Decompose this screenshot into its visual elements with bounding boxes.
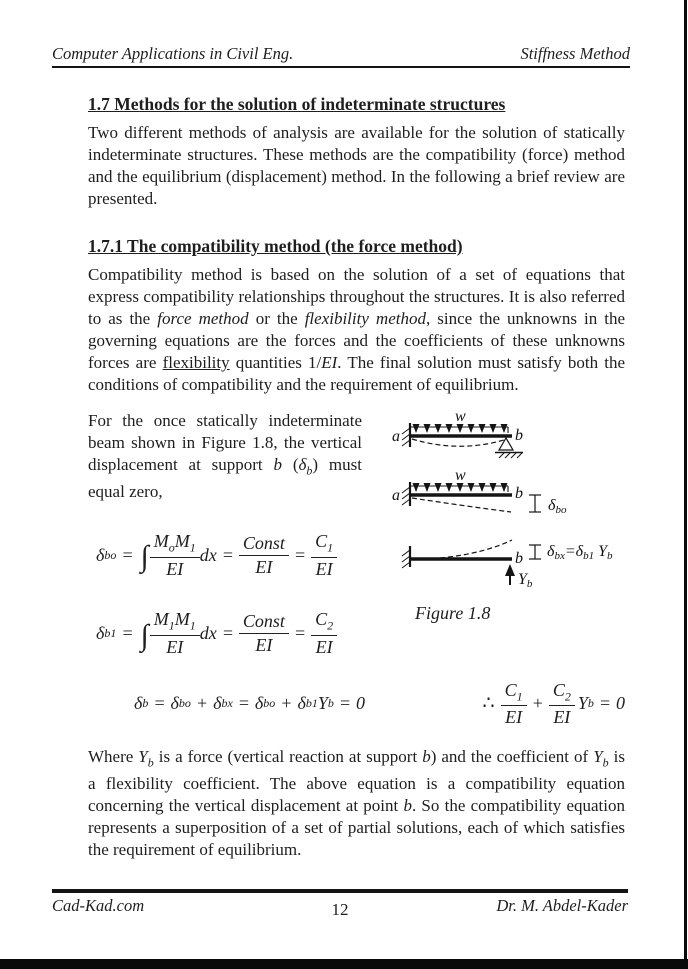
footer-site: Cad-Kad.com bbox=[52, 896, 145, 915]
Yb-ref: Y bbox=[138, 746, 148, 766]
equals-sign: = bbox=[293, 544, 307, 565]
term-force-method: force method bbox=[157, 309, 249, 328]
figure-and-note-row bbox=[88, 406, 625, 658]
fraction-denominator: EI bbox=[255, 556, 273, 577]
delta-symbol: δ bbox=[547, 543, 555, 560]
eq-symbol: Y bbox=[577, 693, 588, 714]
footer-rule bbox=[52, 889, 628, 893]
Y-symbol: Y bbox=[598, 543, 607, 560]
eq-symbol: C bbox=[315, 531, 328, 552]
plus-sign: + bbox=[531, 693, 544, 714]
fraction-numerator bbox=[311, 609, 337, 635]
fraction-numerator: Const bbox=[239, 611, 289, 634]
equals-sign: = bbox=[121, 623, 134, 643]
fraction-const-EI bbox=[239, 611, 289, 655]
beam-fixed-roller bbox=[392, 408, 523, 458]
eq-subscript: o bbox=[168, 540, 175, 555]
equation-result bbox=[483, 680, 625, 728]
delta-subscript: bo bbox=[555, 504, 567, 516]
page-footer bbox=[52, 889, 628, 920]
Y-subscript: b bbox=[526, 578, 533, 590]
eq-subscript: b bbox=[327, 696, 334, 711]
fraction-denominator: EI bbox=[166, 636, 184, 657]
equals-sign: = bbox=[598, 693, 611, 714]
equation-delta-bo bbox=[96, 531, 362, 579]
integral-sign: ∫ bbox=[140, 618, 149, 652]
distributed-load-arrows bbox=[416, 487, 504, 491]
delta-b-subscript: b bbox=[306, 463, 313, 478]
fraction-C2-EI bbox=[311, 609, 337, 657]
delta-symbol: δ bbox=[575, 543, 584, 560]
point-b-ref: b bbox=[403, 796, 412, 816]
equals-sign: = bbox=[153, 693, 166, 714]
eq-symbol: δ bbox=[213, 693, 222, 714]
fraction-denominator: EI bbox=[315, 558, 333, 579]
text-run: quantities 1/ bbox=[229, 353, 322, 372]
delta-b-symbol: δ bbox=[298, 455, 307, 474]
fraction-numerator bbox=[501, 680, 527, 706]
compatibility-equation-row bbox=[88, 680, 625, 728]
plus-sign: + bbox=[195, 693, 209, 714]
fraction-denominator: EI bbox=[553, 706, 571, 727]
end-b-label: b bbox=[515, 485, 523, 502]
delta-subscript: bx bbox=[554, 550, 565, 562]
term-flexibility-method: flexibility method bbox=[304, 309, 426, 328]
paragraph-methods-intro: Two different methods of analysis are available for the solution of statically indeterminate structures. These methods are the compatibility (force) method and the equilibrium (displacement) method. In the following a brief review are presented. bbox=[88, 123, 625, 208]
eq-symbol: C bbox=[504, 679, 517, 700]
fraction-numerator: Const bbox=[239, 533, 289, 556]
zero-value: 0 bbox=[616, 693, 625, 714]
eq-symbol: M bbox=[174, 531, 190, 552]
Yb-subscript: b bbox=[147, 755, 154, 770]
text-run: ) must equal zero, bbox=[88, 455, 362, 502]
fraction-numerator bbox=[150, 609, 200, 635]
page-content bbox=[88, 94, 625, 861]
deflection-curve bbox=[412, 498, 511, 512]
delta-bo-label bbox=[548, 497, 567, 516]
therefore-symbol: ∴ bbox=[482, 693, 495, 715]
equals-sign: = bbox=[121, 544, 134, 565]
delta-subscript: b1 bbox=[583, 550, 595, 562]
header-left-title: Computer Applications in Civil Eng. bbox=[52, 44, 294, 63]
fraction-denominator: EI bbox=[315, 636, 333, 657]
equals-sign: = bbox=[293, 623, 307, 643]
footer-author: Dr. M. Abdel-Kader bbox=[496, 896, 628, 915]
text-run: . The final solution must satisfy both the conditions of compatibility and the requirement of equilibrium. bbox=[88, 353, 625, 394]
support-b-label: b bbox=[515, 427, 523, 444]
eq-subscript: 2 bbox=[564, 689, 571, 704]
eq-symbol: M bbox=[153, 531, 169, 552]
term-EI: EI bbox=[321, 353, 338, 372]
integral-sign: ∫ bbox=[140, 540, 149, 574]
paragraph-closing bbox=[88, 746, 625, 861]
eq-symbol: δ bbox=[134, 693, 143, 714]
eq-subscript: b1 bbox=[104, 626, 117, 640]
support-a-label: a bbox=[392, 487, 400, 504]
support-a-label: a bbox=[392, 428, 400, 445]
eq-symbol: C bbox=[315, 609, 328, 630]
eq-symbol: δ bbox=[96, 623, 105, 643]
fraction-C1-EI bbox=[311, 531, 337, 579]
eq-symbol: δ bbox=[96, 544, 105, 565]
text-run: or the bbox=[248, 309, 305, 328]
beam-cantilever-loaded bbox=[392, 467, 567, 516]
fraction-numerator bbox=[150, 531, 200, 557]
deflection-curve bbox=[412, 439, 504, 446]
Yb-ref: Y bbox=[593, 746, 603, 766]
text-run: For the once statically indeterminate beam shown in Figure 1.8, the vertical displacement at support bbox=[88, 411, 362, 474]
end-b-label: b bbox=[515, 550, 523, 567]
equals-sign: = bbox=[221, 544, 234, 565]
fraction-numerator bbox=[549, 680, 575, 706]
eq-subscript: 1 bbox=[327, 540, 334, 555]
scan-bottom-border bbox=[0, 959, 688, 969]
eq-subscript: 1 bbox=[189, 540, 196, 555]
beam-cantilever-redundant bbox=[402, 540, 613, 590]
wall-hatch bbox=[402, 428, 410, 446]
eq-subscript: b bbox=[142, 696, 149, 711]
Yb-force-label bbox=[518, 571, 533, 590]
text-run: Where bbox=[88, 746, 139, 766]
dimension-delta-bo bbox=[529, 495, 541, 512]
equation-superposition bbox=[134, 693, 365, 714]
eq-subscript: bx bbox=[221, 696, 233, 711]
eq-subscript: b bbox=[587, 696, 594, 711]
eq-symbol: δ bbox=[254, 693, 264, 714]
fraction-M1M1-EI bbox=[150, 609, 200, 657]
deflection-curve bbox=[440, 540, 512, 558]
fraction-const-EI bbox=[239, 533, 289, 577]
wall-hatch bbox=[402, 487, 410, 505]
delta-bx-equation-label bbox=[547, 543, 613, 562]
support-b-ref: b bbox=[273, 455, 282, 474]
fraction-numerator bbox=[311, 531, 337, 557]
figure-1-8-diagram bbox=[385, 406, 655, 592]
support-b-ref: b bbox=[422, 746, 431, 766]
paragraph-compatibility-method bbox=[88, 264, 625, 396]
load-w-label: w bbox=[455, 408, 466, 425]
dimension-delta-bx bbox=[529, 545, 541, 559]
fraction-C2-EI bbox=[549, 680, 575, 728]
zero-value: 0 bbox=[356, 693, 365, 714]
roller-support bbox=[499, 438, 513, 450]
delta-symbol: δ bbox=[548, 497, 556, 514]
text-run: Compatibility method is based on the solution of a set of equations that express compatibility relationships throughout the structures. It is also referred to as the bbox=[88, 265, 625, 328]
section-heading-1-7-1: 1.7.1 The compatibility method (the force method) bbox=[88, 236, 463, 256]
eq-subscript: bo bbox=[178, 696, 191, 711]
eq-symbol: δ bbox=[297, 693, 306, 714]
fraction-C1-EI bbox=[501, 680, 527, 728]
wall-hatch bbox=[402, 550, 410, 568]
eq-symbol: δ bbox=[170, 693, 179, 714]
section-heading-1-7: 1.7 Methods for the solution of indeterminate structures bbox=[88, 94, 506, 114]
footer-row bbox=[52, 896, 628, 920]
eq-subscript: 1 bbox=[168, 619, 175, 634]
term-flexibility-underlined: flexibility bbox=[162, 353, 230, 372]
distributed-load-arrows bbox=[416, 428, 504, 432]
eq-subscript: 2 bbox=[327, 619, 334, 634]
eq-subscript: bo bbox=[104, 547, 117, 562]
page-header bbox=[52, 44, 630, 68]
figure-caption: Figure 1.8 bbox=[415, 603, 491, 623]
text-run: is a force (vertical reaction at support bbox=[153, 746, 423, 766]
eq-symbol: M bbox=[174, 609, 190, 630]
text-run: is a flexibility coefficient. The above equation is a compatibility equation concerning the vertical displacement at point bbox=[88, 746, 625, 816]
Y-symbol: Y bbox=[518, 571, 527, 588]
fraction-denominator: EI bbox=[166, 558, 184, 579]
eq-symbol: C bbox=[552, 679, 565, 700]
equals-sign: = bbox=[237, 693, 250, 714]
fraction-denominator: EI bbox=[505, 706, 523, 727]
dx-term: dx bbox=[199, 623, 217, 643]
plus-sign: + bbox=[280, 693, 293, 714]
text-run: ( bbox=[282, 455, 299, 474]
Yb-subscript: b bbox=[602, 755, 609, 770]
fraction-MoM1-EI bbox=[150, 531, 200, 579]
eq-symbol: Y bbox=[317, 693, 328, 714]
ground-hatch bbox=[499, 453, 522, 458]
beam-note-column bbox=[88, 406, 378, 658]
figure-column bbox=[385, 406, 632, 658]
text-run: ) and the coefficient of bbox=[430, 746, 594, 766]
equation-delta-b1 bbox=[96, 609, 362, 657]
eq-subscript: 1 bbox=[189, 619, 196, 634]
paragraph-beam-note bbox=[88, 410, 362, 503]
header-right-title: Stiffness Method bbox=[520, 44, 630, 63]
eq-subscript: 1 bbox=[516, 689, 523, 704]
page-number: 12 bbox=[331, 900, 349, 919]
text-run: . So the compatibility equation represents a superposition of a set of partial solutions, each of which satisfies the requirement of equilibrium. bbox=[88, 796, 625, 860]
scan-right-border bbox=[684, 0, 687, 969]
equals-sign: = bbox=[338, 693, 351, 714]
Y-subscript: b bbox=[606, 550, 613, 562]
text-run: , since the unknowns in the governing equations are the forces and the coefficients of these unknowns forces are bbox=[88, 309, 625, 372]
eq-symbol: M bbox=[153, 609, 169, 630]
equals-sign: = bbox=[564, 543, 576, 560]
load-w-label: w bbox=[455, 467, 466, 484]
eq-subscript: bo bbox=[263, 696, 276, 711]
eq-subscript: b1 bbox=[305, 696, 318, 711]
equals-sign: = bbox=[221, 623, 234, 643]
dx-term: dx bbox=[199, 544, 217, 565]
fraction-denominator: EI bbox=[255, 635, 273, 655]
